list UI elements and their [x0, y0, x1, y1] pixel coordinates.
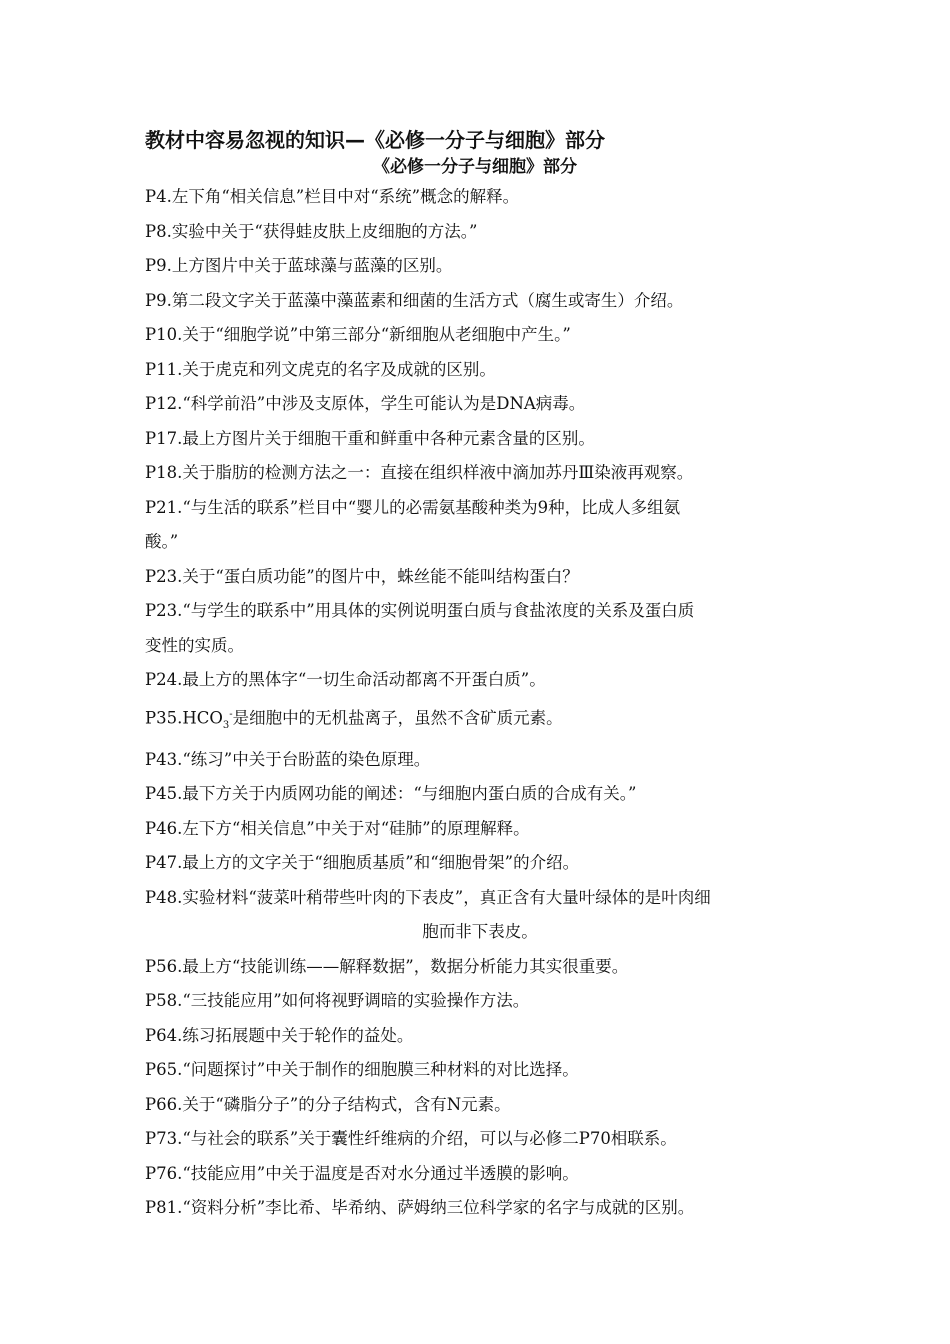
note-item	[145, 1122, 815, 1157]
note-text: P81.“资料分析”李比希、毕希纳、萨姆纳三位科学家的名字与成就的区别。	[145, 1198, 695, 1218]
note-item	[145, 560, 815, 595]
note-text: P11.关于虎克和列文虎克的名字及成就的区别。	[145, 359, 496, 379]
note-text: P17.最上方图片关于细胞干重和鲜重中各种元素含量的区别。	[145, 428, 595, 448]
note-text: P56.最上方“技能训练——解释数据”，数据分析能力其实很重要。	[145, 956, 629, 976]
note-text: P48.实验材料“菠菜叶稍带些叶肉的下表皮”，真正含有大量叶绿体的是叶肉细	[145, 887, 711, 907]
note-text: P9.第二段文字关于蓝藻中藻蓝素和细菌的生活方式（腐生或寄生）介绍。	[145, 290, 684, 310]
note-item	[145, 984, 815, 1019]
note-text: P35.HCO	[145, 708, 223, 727]
document-title: 教材中容易忽视的知识—《必修一分子与细胞》部分	[145, 128, 605, 152]
note-text: P64.练习拓展题中关于轮作的益处。	[145, 1025, 414, 1045]
note-item	[145, 743, 815, 778]
note-item	[145, 422, 815, 457]
note-text-continuation: 胞而非下表皮。	[422, 922, 538, 942]
note-text: P24.最上方的黑体字“一切生命活动都离不开蛋白质”。	[145, 670, 546, 689]
superscript: -	[229, 708, 233, 720]
note-item	[145, 846, 815, 881]
note-item	[145, 777, 815, 812]
note-item	[145, 284, 815, 319]
note-item	[145, 663, 815, 698]
note-text: P66.关于“磷脂分子”的分子结构式，含有N元素。	[145, 1094, 511, 1114]
note-text: P18.关于脂肪的检测方法之一：直接在组织样液中滴加苏丹Ⅲ染液再观察。	[145, 463, 694, 482]
note-item	[145, 698, 815, 743]
note-item	[145, 1191, 815, 1226]
note-text: 是细胞中的无机盐离子，虽然不含矿质元素。	[232, 708, 563, 727]
note-item	[145, 812, 815, 847]
note-item	[145, 1019, 815, 1054]
note-item	[145, 491, 815, 560]
note-item	[145, 318, 815, 353]
note-text: P65.“问题探讨”中关于制作的细胞膜三种材料的对比选择。	[145, 1060, 579, 1080]
note-text: P23.“与学生的联系中”用具体的实例说明蛋白质与食盐浓度的关系及蛋白质	[145, 601, 695, 620]
note-item	[145, 353, 815, 388]
note-text: P73.“与社会的联系”关于囊性纤维病的介绍，可以与必修二P70相联系。	[145, 1129, 677, 1149]
note-text: P23.关于“蛋白质功能”的图片中，蛛丝能不能叫结构蛋白？	[145, 566, 579, 586]
note-text: P76.“技能应用”中关于温度是否对水分通过半透膜的影响。	[145, 1163, 579, 1183]
note-text: P43.“练习”中关于台盼蓝的染色原理。	[145, 749, 431, 769]
note-text: P45.最下方关于内质网功能的阐述：“与细胞内蛋白质的合成有关。”	[145, 784, 637, 804]
document-subtitle: 《必修一分子与细胞》部分	[373, 157, 577, 177]
note-item	[145, 180, 815, 215]
note-text: P9.上方图片中关于蓝球藻与蓝藻的区别。	[145, 256, 453, 275]
note-text: P8.实验中关于“获得蛙皮肤上皮细胞的方法。”	[145, 221, 478, 241]
note-item	[145, 387, 815, 422]
subscript: 3	[222, 719, 230, 731]
note-text-continuation: 酸。”	[145, 532, 179, 551]
note-item	[145, 456, 815, 491]
note-text: P12.“科学前沿”中涉及支原体，学生可能认为是DNA病毒。	[145, 394, 586, 413]
note-text: P21.“与生活的联系”栏目中“婴儿的必需氨基酸种类为9种，比成人多组氨	[145, 497, 681, 517]
note-text: P58.“三技能应用”如何将视野调暗的实验操作方法。	[145, 991, 530, 1011]
note-text: P46.左下方“相关信息”中关于对“硅肺”的原理解释。	[145, 818, 530, 838]
note-item	[145, 215, 815, 250]
note-text-continuation: 变性的实质。	[145, 635, 244, 655]
note-item	[145, 1053, 815, 1088]
note-text: P4.左下角“相关信息”栏目中对“系统”概念的解释。	[145, 187, 520, 206]
note-item	[145, 881, 815, 950]
note-text: P10.关于“细胞学说”中第三部分“新细胞从老细胞中产生。”	[145, 325, 571, 344]
note-item	[145, 249, 815, 284]
note-item	[145, 950, 815, 985]
note-item	[145, 1088, 815, 1123]
note-list	[145, 180, 815, 1226]
note-item	[145, 594, 815, 663]
note-item	[145, 1157, 815, 1192]
note-text: P47.最上方的文字关于“细胞质基质”和“细胞骨架”的介绍。	[145, 853, 580, 873]
